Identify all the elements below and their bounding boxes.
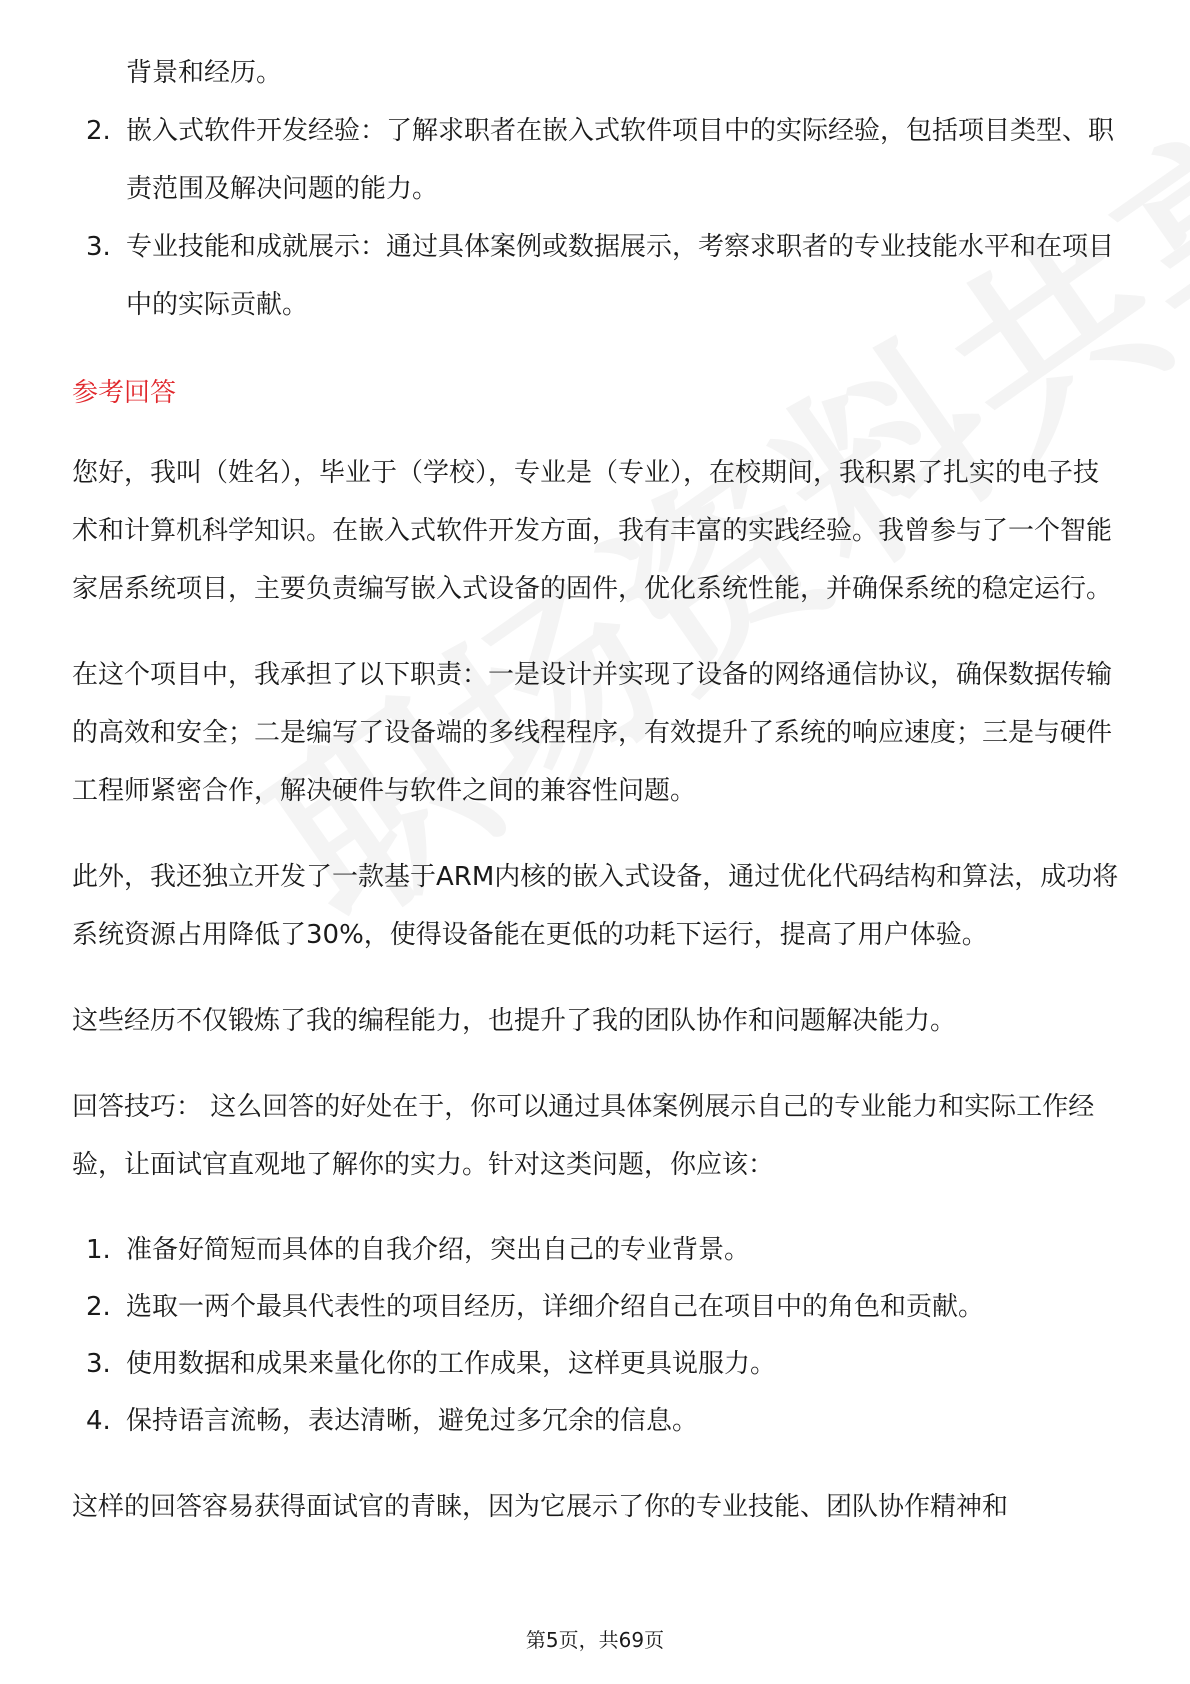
list-number: 4. [86, 1406, 111, 1436]
paragraph: 回答技巧： 这么回答的好处在于，你可以通过具体案例展示自己的专业能力和实际工作经验，让面试官直观地了解你的实力。针对这类问题，你应该： [72, 1092, 1095, 1180]
list-item [72, 1393, 1122, 1450]
list-continuation: 背景和经历。 [126, 58, 283, 88]
tips-list [72, 1222, 1122, 1450]
list-text: 嵌入式软件开发经验：了解求职者在嵌入式软件项目中的实际经验，包括项目类型、职责范围及解决问题的能力。 [126, 116, 1115, 204]
page-footer: 第5页，共69页 [525, 1628, 665, 1652]
document-body [72, 44, 1122, 1564]
paragraph: 在这个项目中，我承担了以下职责：一是设计并实现了设备的网络通信协议，确保数据传输的高效和安全；二是编写了设备端的多线程程序，有效提升了系统的响应速度；三是与硬件工程师紧密合作，解决硬件与软件之间的兼容性问题。 [72, 660, 1113, 806]
list-item [72, 218, 1122, 334]
list-number: 2. [86, 116, 111, 146]
section-heading: 参考回答 [72, 378, 177, 408]
paragraph: 您好，我叫（姓名），毕业于（学校），专业是（专业），在校期间，我积累了扎实的电子技术和计算机科学知识。在嵌入式软件开发方面，我有丰富的实践经验。我曾参与了一个智能家居系统项目，主要负责编写嵌入式设备的固件，优化系统性能，并确保系统的稳定运行。 [72, 458, 1113, 604]
list-item [72, 1279, 1122, 1336]
list-number: 3. [86, 232, 111, 262]
list-item [72, 1336, 1122, 1393]
list-number: 2. [86, 1292, 111, 1322]
paragraph: 这些经历不仅锻炼了我的编程能力，也提升了我的团队协作和问题解决能力。 [72, 1006, 957, 1036]
criteria-list [72, 102, 1122, 334]
paragraph: 此外，我还独立开发了一款基于ARM内核的嵌入式设备，通过优化代码结构和算法，成功将系统资源占用降低了30%，使得设备能在更低的功耗下运行，提高了用户体验。 [72, 862, 1119, 950]
list-text: 专业技能和成就展示：通过具体案例或数据展示，考察求职者的专业技能水平和在项目中的实际贡献。 [126, 232, 1115, 320]
closing-paragraph: 这样的回答容易获得面试官的青睐，因为它展示了你的专业技能、团队协作精神和 [72, 1492, 1009, 1522]
list-text: 选取一两个最具代表性的项目经历，详细介绍自己在项目中的角色和贡献。 [126, 1292, 985, 1322]
list-item [72, 1222, 1122, 1279]
list-item [72, 102, 1122, 218]
list-text: 保持语言流畅，表达清晰，避免过多冗余的信息。 [126, 1406, 699, 1436]
list-number: 3. [86, 1349, 111, 1379]
list-text: 准备好简短而具体的自我介绍，突出自己的专业背景。 [126, 1235, 751, 1265]
list-text: 使用数据和成果来量化你的工作成果，这样更具说服力。 [126, 1349, 777, 1379]
list-number: 1. [86, 1235, 111, 1265]
